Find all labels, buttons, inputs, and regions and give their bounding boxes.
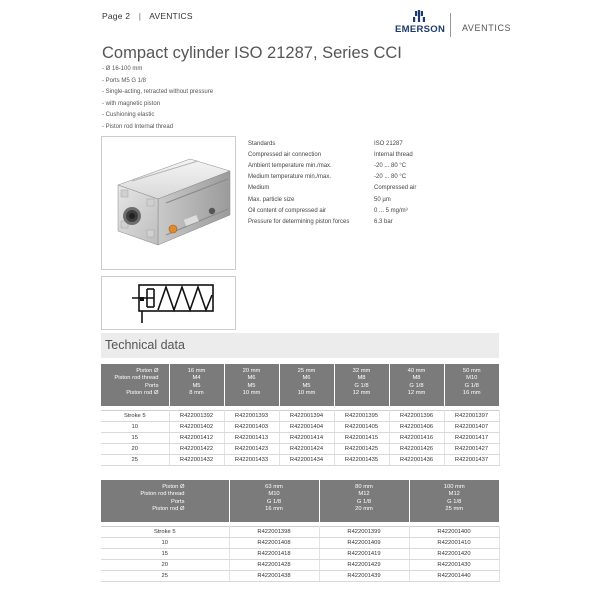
table-row — [101, 538, 499, 549]
spec-value: 0 ... 5 mg/m³ — [374, 207, 408, 214]
table-row-labels — [101, 365, 169, 407]
table-row — [101, 571, 499, 582]
spec-key: Compressed air connection — [248, 151, 322, 158]
table-row — [101, 455, 499, 466]
part-number: R422001415 — [334, 433, 389, 444]
spec-key: Medium — [248, 185, 270, 192]
part-number: R422001438 — [229, 571, 319, 582]
part-number: R422001397 — [444, 411, 499, 422]
part-number: R422001416 — [389, 433, 444, 444]
spec-row — [248, 216, 416, 227]
part-number: R422001428 — [229, 560, 319, 571]
part-number: R422001436 — [389, 455, 444, 466]
column-header: 20 mm M6 M5 10 mm — [224, 365, 279, 407]
spec-row — [248, 149, 416, 160]
spec-row — [248, 194, 416, 205]
row-label-rod-thread: Piston rod thread — [114, 375, 159, 382]
specifications-table — [248, 138, 416, 228]
row-label-rod-thread: Piston rod thread — [140, 491, 185, 498]
spec-value: Compressed air — [374, 185, 417, 192]
table-row — [101, 411, 499, 422]
part-number: R422001393 — [224, 411, 279, 422]
part-number: R422001395 — [334, 411, 389, 422]
stroke-cell: 25 — [101, 455, 169, 466]
column-header: 40 mm M8 G 1/8 12 mm — [389, 365, 444, 407]
part-number: R422001396 — [389, 411, 444, 422]
part-number: R422001406 — [389, 422, 444, 433]
part-number: R422001414 — [279, 433, 334, 444]
column-header: 32 mm M8 G 1/8 12 mm — [334, 365, 389, 407]
column-header: 25 mm M6 M5 10 mm — [279, 365, 334, 407]
page-title: Compact cylinder ISO 21287, Series CCI — [102, 44, 402, 62]
product-image — [101, 136, 236, 270]
table-row — [101, 444, 499, 455]
part-number: R422001418 — [229, 549, 319, 560]
feature-item: - Piston rod Internal thread — [102, 123, 174, 130]
row-label-ports: Ports — [170, 498, 185, 505]
column-header: 100 mm M12 G 1/8 25 mm — [409, 481, 499, 523]
feature-item: - Ports M5 G 1/8 — [102, 77, 147, 84]
technical-data-heading — [101, 333, 499, 358]
part-number: R422001402 — [169, 422, 224, 433]
feature-list — [102, 64, 213, 133]
part-number: R422001439 — [319, 571, 409, 582]
row-label-ports: Ports — [144, 382, 159, 389]
column-header: 16 mm M4 M5 8 mm — [169, 365, 224, 407]
part-number: R422001410 — [409, 538, 499, 549]
table-row — [101, 433, 499, 444]
part-number: R422001407 — [444, 422, 499, 433]
stroke-cell: Stroke 5 — [101, 411, 169, 422]
page-number: 2 — [125, 11, 131, 21]
part-number: R422001404 — [279, 422, 334, 433]
part-number: R422001405 — [334, 422, 389, 433]
part-number: R422001437 — [444, 455, 499, 466]
header-separator: | — [138, 11, 142, 21]
part-number: R422001419 — [319, 549, 409, 560]
spec-key: Medium temperature min./max. — [248, 174, 332, 181]
spec-key: Standards — [248, 140, 276, 147]
part-number: R422001420 — [409, 549, 499, 560]
part-number: R422001409 — [319, 538, 409, 549]
technical-data-table-small — [101, 364, 500, 466]
stroke-cell: 10 — [101, 538, 229, 549]
spec-value: 50 µm — [374, 196, 391, 203]
table-row — [101, 560, 499, 571]
spec-value: 6.3 bar — [374, 218, 393, 225]
table-row-labels — [101, 481, 229, 523]
stroke-cell: 15 — [101, 549, 229, 560]
part-number: R422001412 — [169, 433, 224, 444]
part-number: R422001392 — [169, 411, 224, 422]
part-number: R422001413 — [224, 433, 279, 444]
page-header — [102, 11, 193, 21]
part-number: R422001425 — [334, 444, 389, 455]
emerson-logo-text: EMERSON — [395, 24, 446, 35]
logo-divider — [450, 13, 451, 37]
table-row — [101, 549, 499, 560]
single-acting-cylinder-symbol-icon — [102, 277, 235, 329]
stroke-cell: 10 — [101, 422, 169, 433]
part-number: R422001435 — [334, 455, 389, 466]
stroke-cell: Stroke 5 — [101, 527, 229, 538]
table-row — [101, 527, 499, 538]
part-number: R422001403 — [224, 422, 279, 433]
header-brand: AVENTICS — [149, 11, 193, 21]
technical-data-table-large — [101, 480, 500, 582]
feature-item: - Single-acting, retracted without pressure — [102, 89, 214, 95]
spec-row — [248, 183, 416, 194]
pneumatic-symbol — [101, 276, 236, 330]
page-label: Page — [102, 11, 123, 21]
spec-value: -20 ... 80 °C — [374, 174, 407, 181]
part-number: R422001399 — [319, 527, 409, 538]
aventics-logo: AVENTICS — [462, 23, 512, 33]
spec-key: Oil content of compressed air — [248, 207, 327, 214]
part-number: R422001417 — [444, 433, 499, 444]
part-number: R422001440 — [409, 571, 499, 582]
emerson-logo — [395, 10, 446, 36]
part-number: R422001423 — [224, 444, 279, 455]
technical-data-title: Technical data — [105, 338, 185, 352]
part-number: R422001429 — [319, 560, 409, 571]
part-number: R422001424 — [279, 444, 334, 455]
emerson-mark-icon — [395, 10, 443, 24]
column-header: 50 mm M10 G 1/8 16 mm — [444, 365, 499, 407]
stroke-cell: 25 — [101, 571, 229, 582]
part-number: R422001398 — [229, 527, 319, 538]
part-number: R422001430 — [409, 560, 499, 571]
row-label-piston: Piston Ø — [136, 368, 159, 374]
row-label-piston: Piston Ø — [162, 484, 185, 490]
spec-key: Ambient temperature min./max. — [248, 162, 332, 169]
spec-value: -20 ... 80 °C — [374, 162, 407, 169]
table-row — [101, 422, 499, 433]
spec-row — [248, 138, 416, 149]
spec-row — [248, 160, 416, 171]
spec-key: Max. particle size — [248, 196, 295, 203]
stroke-cell: 20 — [101, 560, 229, 571]
part-number: R422001433 — [224, 455, 279, 466]
part-number: R422001422 — [169, 444, 224, 455]
column-header: 63 mm M10 G 1/8 16 mm — [229, 481, 319, 523]
stroke-cell: 20 — [101, 444, 169, 455]
part-number: R422001427 — [444, 444, 499, 455]
part-number: R422001408 — [229, 538, 319, 549]
part-number: R422001434 — [279, 455, 334, 466]
column-header: 80 mm M12 G 1/8 20 mm — [319, 481, 409, 523]
part-number: R422001432 — [169, 455, 224, 466]
feature-item: - Cushioning elastic — [102, 112, 155, 118]
row-label-rod-diameter: Piston rod Ø — [126, 389, 159, 396]
part-number: R422001400 — [409, 527, 499, 538]
feature-item: - with magnetic piston — [102, 100, 161, 107]
feature-item: - Ø 16-100 mm — [102, 66, 143, 72]
compact-cylinder-illustration — [102, 137, 235, 269]
spec-key: Pressure for determining piston forces — [248, 218, 350, 225]
spec-row — [248, 205, 416, 216]
row-label-rod-diameter: Piston rod Ø — [152, 505, 185, 512]
spec-value: ISO 21287 — [374, 140, 403, 147]
spec-row — [248, 172, 416, 183]
spec-value: Internal thread — [374, 151, 413, 158]
stroke-cell: 15 — [101, 433, 169, 444]
part-number: R422001394 — [279, 411, 334, 422]
part-number: R422001426 — [389, 444, 444, 455]
